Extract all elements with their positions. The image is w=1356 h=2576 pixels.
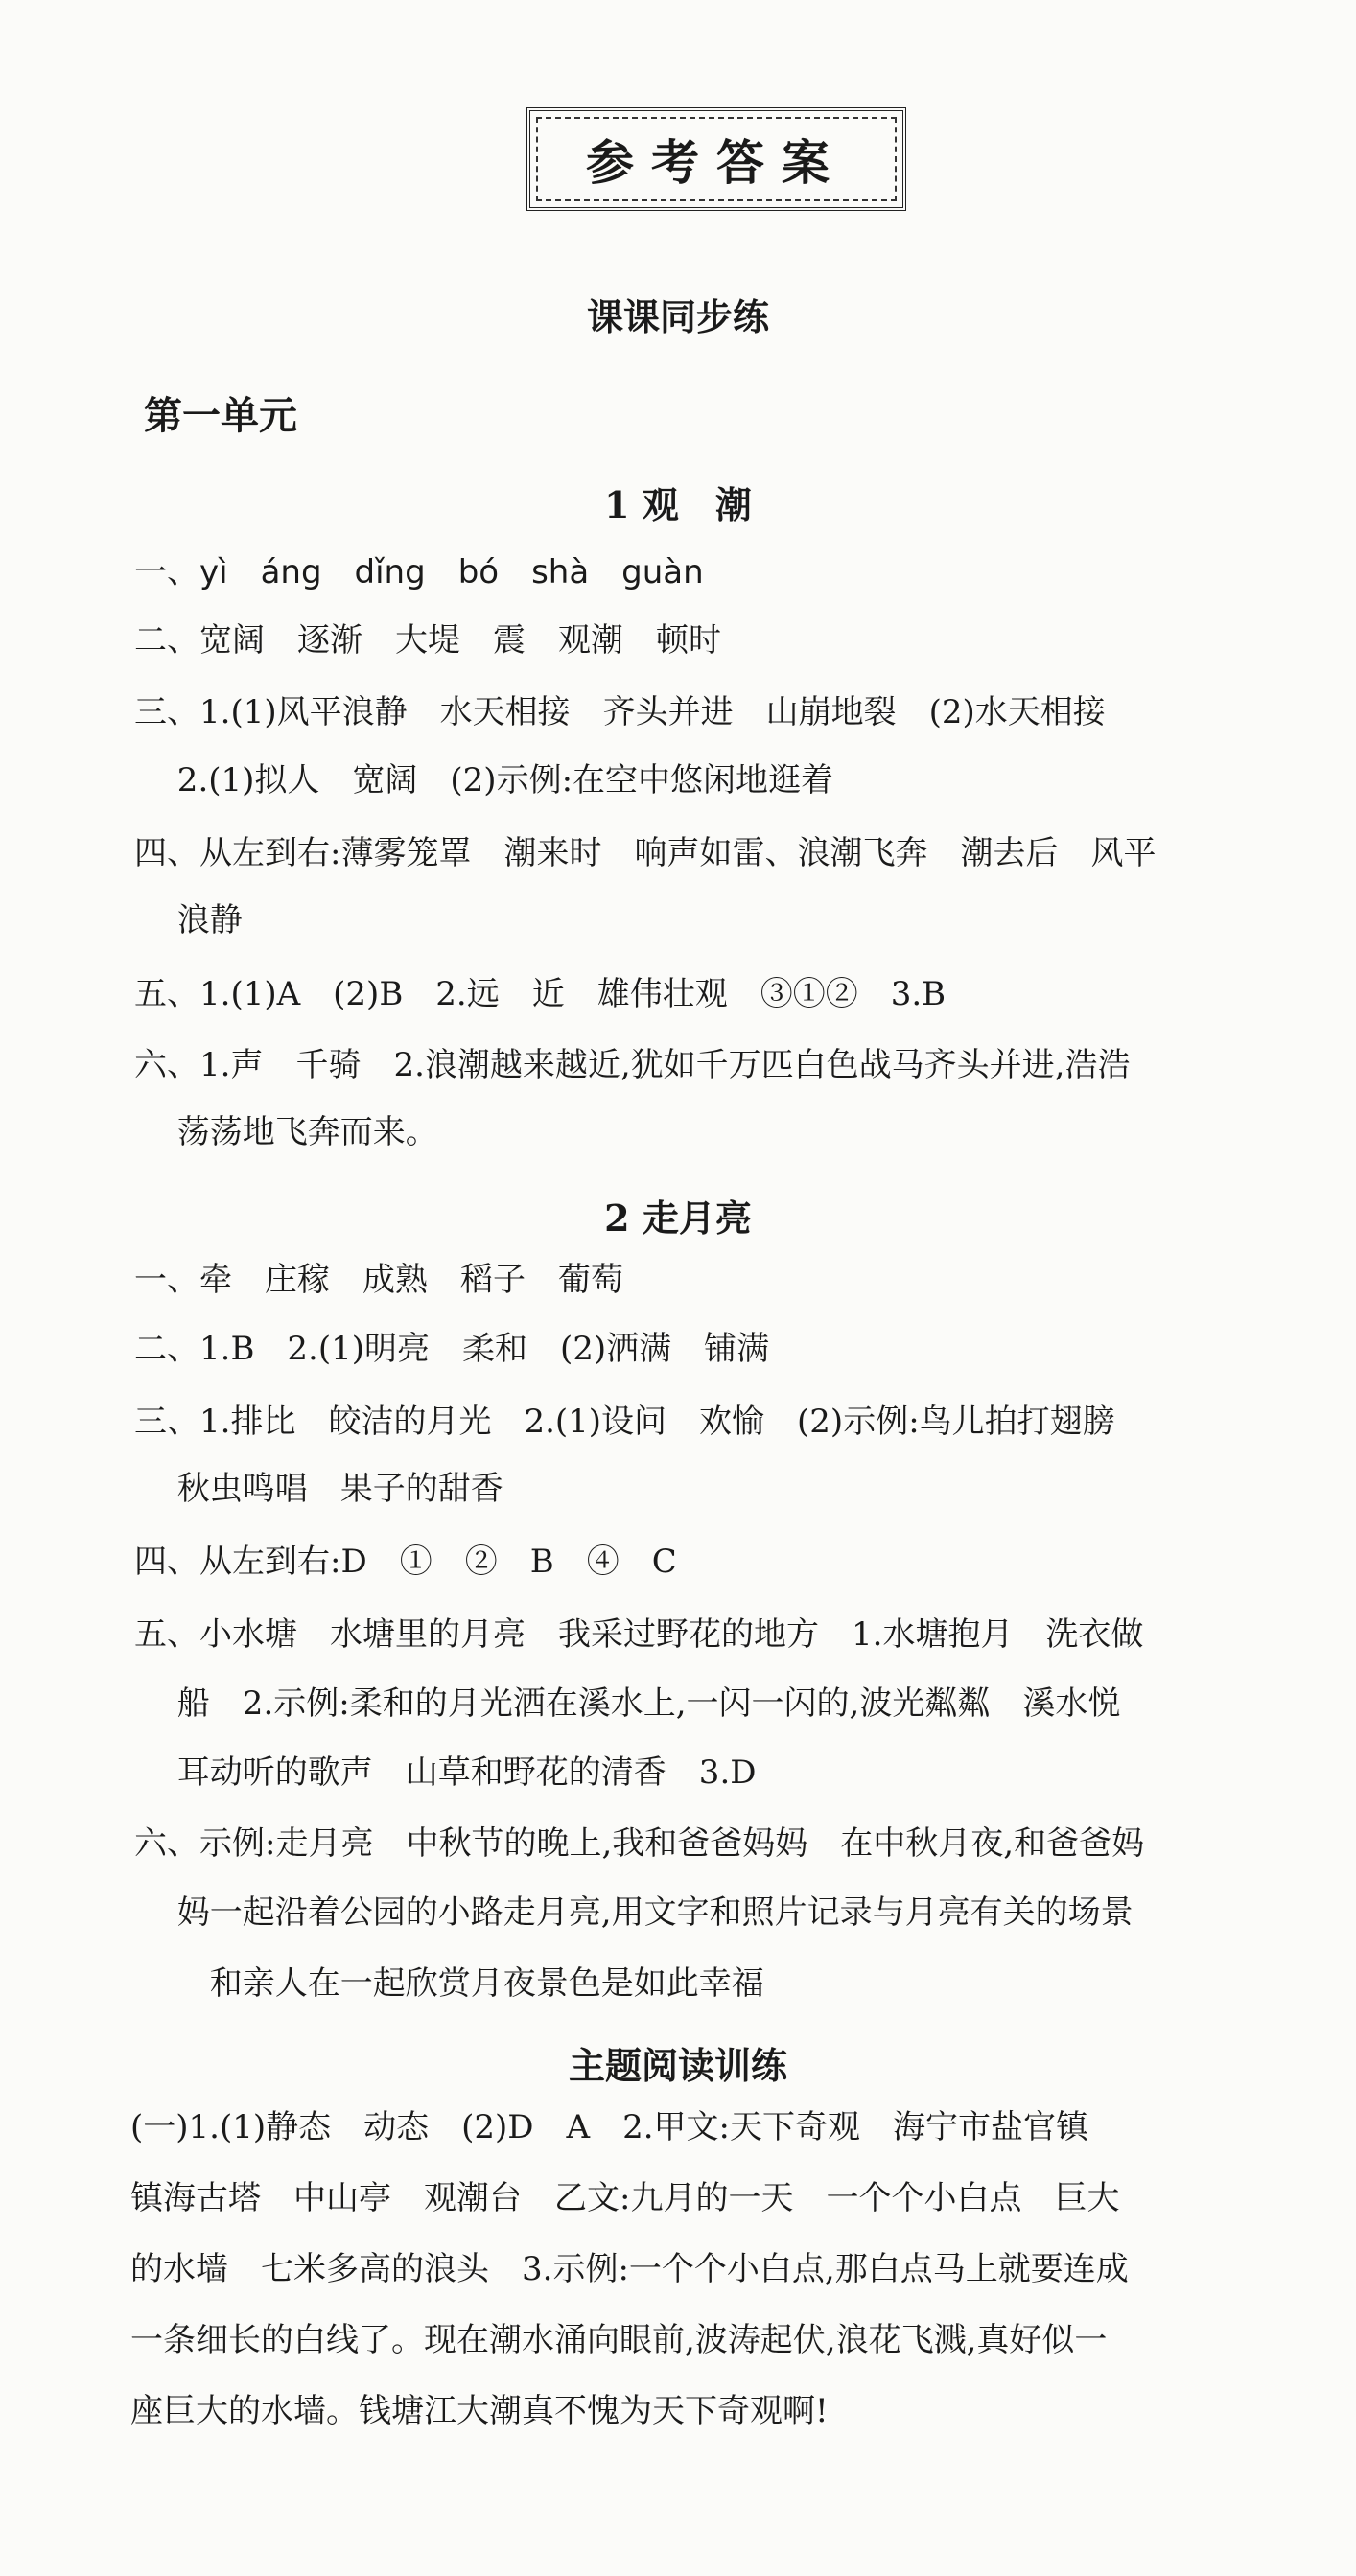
answer-line: 浪静: [134, 901, 243, 940]
reading-title: 主题阅读训练: [568, 2045, 787, 2087]
answer-line: 镇海古塔 中山亭 观潮台 乙文:九月的一天 一个个小白点 巨大: [130, 2179, 1120, 2217]
answer-line: 2.(1)拟人 宽阔 (2)示例:在空中悠闲地逛着: [134, 761, 834, 800]
answer-line: 秋虫鸣唱 果子的甜香: [134, 1470, 503, 1508]
answer-line: 三、1.(1)风平浪静 水天相接 齐头并进 山崩地裂 (2)水天相接: [134, 693, 1106, 731]
answer-line: 六、1.声 千骑 2.浪潮越来越近,犹如千万匹白色战马齐头并进,浩浩: [134, 1046, 1131, 1084]
answer-line: 船 2.示例:柔和的月光洒在溪水上,一闪一闪的,波光粼粼 溪水悦: [134, 1684, 1121, 1723]
answer-line: 妈一起沿着公园的小路走月亮,用文字和照片记录与月亮有关的场景: [134, 1893, 1134, 1932]
answer-line: 二、1.B 2.(1)明亮 柔和 (2)洒满 铺满: [134, 1330, 770, 1368]
answer-line: 座巨大的水墙。钱塘江大潮真不愧为天下奇观啊!: [130, 2392, 829, 2430]
section-title: 课课同步练: [586, 296, 769, 338]
lesson-2-title: 2 走月亮: [604, 1196, 752, 1240]
answer-line: 耳动听的歌声 山草和野花的清香 3.D: [134, 1753, 757, 1792]
answer-line: (一)1.(1)静态 动态 (2)D A 2.甲文:天下奇观 海宁市盐官镇: [130, 2108, 1088, 2147]
lesson-1-title: 1 观 潮: [604, 483, 752, 526]
answer-line: 一、牵 庄稼 成熟 稻子 葡萄: [134, 1261, 623, 1299]
answer-line: 一条细长的白线了。现在潮水涌向眼前,波涛起伏,浪花飞溅,真好似一: [130, 2321, 1108, 2359]
title-frame: [526, 107, 906, 211]
answer-line: 五、小水塘 水塘里的月亮 我采过野花的地方 1.水塘抱月 洗衣做: [134, 1615, 1144, 1654]
answer-line: 的水墙 七米多高的浪头 3.示例:一个个小白点,那白点马上就要连成: [130, 2250, 1129, 2288]
answer-line: 四、从左到右:D ① ② B ④ C: [134, 1543, 677, 1581]
answer-line: 五、1.(1)A (2)B 2.远 近 雄伟壮观 ③①② 3.B: [134, 975, 947, 1013]
answer-line: 一、yì áng dǐng bó shà guàn: [134, 553, 704, 592]
answer-line: 四、从左到右:薄雾笼罩 潮来时 响声如雷、浪潮飞奔 潮去后 风平: [134, 834, 1157, 872]
answer-line: 六、示例:走月亮 中秋节的晚上,我和爸爸妈妈 在中秋月夜,和爸爸妈: [134, 1824, 1145, 1863]
answer-line: 荡荡地飞奔而来。: [134, 1113, 438, 1151]
unit-title: 第一单元: [144, 394, 297, 438]
page-title: 参考答案: [586, 135, 847, 191]
answer-line: 和亲人在一起欣赏月夜景色是如此幸福: [134, 1964, 764, 2003]
answer-line: 三、1.排比 皎洁的月光 2.(1)设问 欢愉 (2)示例:鸟儿拍打翅膀: [134, 1403, 1115, 1441]
answer-line: 二、宽阔 逐渐 大堤 震 观潮 顿时: [134, 621, 721, 660]
